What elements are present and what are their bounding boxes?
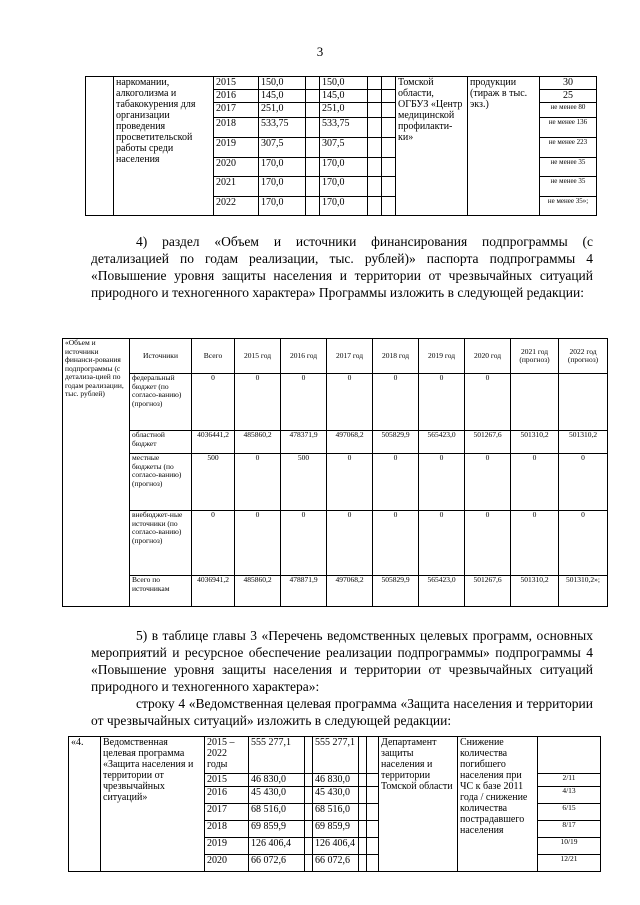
empty-cell	[382, 158, 396, 177]
result-cell: не менее 223	[540, 138, 597, 158]
value-cell: 505829,9	[373, 431, 419, 454]
amount-cell: 251,0	[320, 103, 368, 118]
empty-cell	[367, 804, 379, 821]
result-cell: 25	[540, 90, 597, 103]
table-financing	[62, 338, 608, 607]
table-vcp-row4	[68, 736, 601, 872]
financing-title: «Объем и источники финанси-рования подпрограммы (с детализа-цией по годам реализации, тыс. рублей)	[63, 339, 130, 607]
empty-cell	[368, 177, 382, 197]
table-row	[86, 77, 597, 90]
value-cell: 500	[281, 454, 327, 511]
source-cell: Всего по источникам	[130, 576, 192, 607]
value-cell: 501267,6	[465, 576, 511, 607]
year-cell: 2016	[214, 90, 259, 103]
amount-cell: 150,0	[320, 77, 368, 90]
value-cell: 0	[373, 454, 419, 511]
value-cell: 0	[465, 511, 511, 576]
amount-cell: 170,0	[320, 197, 368, 216]
amount-cell: 46 830,0	[249, 774, 305, 787]
value-cell: 0	[327, 454, 373, 511]
value-cell: 0	[235, 511, 281, 576]
amount-cell: 126 406,4	[313, 838, 359, 855]
year-cell: 2016	[205, 787, 249, 804]
amount-cell: 69 859,9	[313, 821, 359, 838]
value-cell: 0	[235, 454, 281, 511]
amount-cell: 555 277,1	[249, 737, 305, 774]
table-row	[63, 511, 608, 576]
year-cell: 2017	[205, 804, 249, 821]
empty-cell	[359, 787, 367, 804]
value-cell: 0	[327, 511, 373, 576]
empty-cell	[305, 787, 313, 804]
result-cell: 2/11	[538, 774, 601, 787]
empty-cell	[305, 855, 313, 872]
value-cell: 0	[373, 374, 419, 431]
value-cell: 501310,2»;	[559, 576, 608, 607]
value-cell	[511, 374, 559, 431]
amount-cell: 533,75	[320, 118, 368, 138]
value-cell: 0	[511, 511, 559, 576]
value-cell: 0	[281, 511, 327, 576]
year-cell: 2022	[214, 197, 259, 216]
source-cell: местные бюджеты (по согласо-ванию) (прогноз)	[130, 454, 192, 511]
value-cell: 478371,9	[281, 431, 327, 454]
year-cell: 2021	[214, 177, 259, 197]
value-cell	[559, 374, 608, 431]
amount-cell: 170,0	[320, 177, 368, 197]
value-cell: 565423,0	[419, 576, 465, 607]
empty-cell	[306, 103, 320, 118]
column-header: 2015 год	[235, 339, 281, 374]
paragraph-5: 5) в таблице главы 3 «Перечень ведомственных целевых программ, основных мероприятий и ресурсное обеспечение реализации подпрограммы» подпрограммы 4 «Повышение уровня защиты населения и территории от чрезвычайных ситуаций природного и техногенного характера»:	[91, 628, 593, 694]
value-cell: 0	[559, 511, 608, 576]
table-row	[63, 454, 608, 511]
amount-cell: 150,0	[259, 77, 306, 90]
empty-cell	[306, 177, 320, 197]
empty-cell	[86, 77, 114, 216]
value-cell: 500	[192, 454, 235, 511]
value-cell: 0	[327, 374, 373, 431]
empty-cell	[382, 197, 396, 216]
page-number: 3	[316, 44, 324, 59]
empty-cell	[306, 90, 320, 103]
value-cell: 0	[373, 511, 419, 576]
paragraph-4: 4) раздел «Объем и источники финансирования подпрограммы (с детализацией по годам реализации, тыс. рублей)» паспорта подпрограммы 4 «Повышение уровня защиты населения и территории от чрезвычайных ситуаций природного и техногенного характера» Программы изложить в следующей редакции:	[91, 234, 593, 300]
result-cell: 4/13	[538, 787, 601, 804]
year-cell: 2015	[214, 77, 259, 90]
empty-cell	[368, 197, 382, 216]
empty-cell	[538, 737, 601, 774]
amount-cell: 170,0	[259, 158, 306, 177]
column-header: 2022 год (прогноз)	[559, 339, 608, 374]
amount-cell: 170,0	[259, 177, 306, 197]
amount-cell: 126 406,4	[249, 838, 305, 855]
column-header: 2020 год	[465, 339, 511, 374]
year-cell: 2018	[205, 821, 249, 838]
empty-cell	[359, 855, 367, 872]
empty-cell	[367, 737, 379, 774]
result-cell: не менее 136	[540, 118, 597, 138]
program-name: Ведомственная целевая программа «Защита населения и территории от чрезвычайных ситуаций»	[101, 737, 205, 872]
result-cell: 30	[540, 77, 597, 90]
value-cell: 4036441,2	[192, 431, 235, 454]
year-cell: 2018	[214, 118, 259, 138]
empty-cell	[368, 77, 382, 90]
amount-cell: 170,0	[259, 197, 306, 216]
value-cell: 485860,2	[235, 431, 281, 454]
value-cell: 0	[281, 374, 327, 431]
empty-cell	[382, 177, 396, 197]
empty-cell	[368, 118, 382, 138]
empty-cell	[359, 774, 367, 787]
executor-cell: Томской области, ОГБУЗ «Центр медицинской профилакти-ки»	[396, 77, 468, 216]
result-cell: 10/19	[538, 838, 601, 855]
empty-cell	[306, 158, 320, 177]
empty-cell	[367, 838, 379, 855]
empty-cell	[305, 838, 313, 855]
value-cell: 0	[235, 374, 281, 431]
empty-cell	[305, 821, 313, 838]
value-cell: 485860,2	[235, 576, 281, 607]
empty-cell	[359, 838, 367, 855]
period-cell: 2015 – 2022 годы	[205, 737, 249, 774]
empty-cell	[368, 138, 382, 158]
amount-cell: 307,5	[320, 138, 368, 158]
column-header: Источники	[130, 339, 192, 374]
empty-cell	[359, 804, 367, 821]
amount-cell: 46 830,0	[313, 774, 359, 787]
value-cell: 0	[465, 454, 511, 511]
empty-cell	[359, 737, 367, 774]
result-cell: не менее 35	[540, 158, 597, 177]
year-cell: 2019	[214, 138, 259, 158]
empty-cell	[382, 77, 396, 90]
value-cell: 497068,2	[327, 431, 373, 454]
result-cell: 6/15	[538, 804, 601, 821]
result-cell: не менее 35	[540, 177, 597, 197]
amount-cell: 145,0	[259, 90, 306, 103]
value-cell: 501310,2	[511, 576, 559, 607]
value-cell: 497068,2	[327, 576, 373, 607]
column-header: 2021 год (прогноз)	[511, 339, 559, 374]
source-cell: федеральный бюджет (по согласо-ванию) (прогноз)	[130, 374, 192, 431]
row-number: «4.	[69, 737, 101, 872]
indicator-cell: продукции (тираж в тыс. экз.)	[468, 77, 540, 216]
amount-cell: 251,0	[259, 103, 306, 118]
indicator-cell: Снижение количества погибшего населения при ЧС к базе 2011 года / снижение количества пострадавшего населения	[458, 737, 538, 872]
amount-cell: 45 430,0	[249, 787, 305, 804]
amount-cell: 45 430,0	[313, 787, 359, 804]
amount-cell: 533,75	[259, 118, 306, 138]
amount-cell: 307,5	[259, 138, 306, 158]
source-cell: областной бюджет	[130, 431, 192, 454]
empty-cell	[382, 118, 396, 138]
year-cell: 2020	[214, 158, 259, 177]
table-header-row	[63, 339, 608, 374]
amount-cell: 68 516,0	[313, 804, 359, 821]
value-cell: 505829,9	[373, 576, 419, 607]
value-cell: 0	[559, 454, 608, 511]
column-header: 2018 год	[373, 339, 419, 374]
year-cell: 2017	[214, 103, 259, 118]
empty-cell	[359, 821, 367, 838]
result-cell: 8/17	[538, 821, 601, 838]
result-cell: 12/21	[538, 855, 601, 872]
value-cell: 0	[465, 374, 511, 431]
value-cell: 0	[419, 374, 465, 431]
measure-name: наркомании, алкоголизма и табакокурения для организации проведения просветительской работы среди населения	[114, 77, 214, 216]
empty-cell	[368, 158, 382, 177]
year-cell: 2015	[205, 774, 249, 787]
amount-cell: 68 516,0	[249, 804, 305, 821]
amount-cell: 69 859,9	[249, 821, 305, 838]
amount-cell: 145,0	[320, 90, 368, 103]
table-row	[63, 374, 608, 431]
value-cell: 501310,2	[559, 431, 608, 454]
value-cell: 0	[511, 454, 559, 511]
table-row	[63, 431, 608, 454]
paragraph-6: строку 4 «Ведомственная целевая программа «Защита населения и территории от чрезвычайных ситуаций» изложить в следующей редакции:	[91, 696, 593, 728]
year-cell: 2020	[205, 855, 249, 872]
amount-cell: 170,0	[320, 158, 368, 177]
amount-cell: 66 072,6	[249, 855, 305, 872]
value-cell: 0	[192, 511, 235, 576]
executor-cell: Департамент защиты населения и территории Томской области	[379, 737, 458, 872]
empty-cell	[382, 138, 396, 158]
empty-cell	[368, 103, 382, 118]
source-cell: внебюджет-ные источники (по согласо-ванию) (прогноз)	[130, 511, 192, 576]
empty-cell	[305, 804, 313, 821]
empty-cell	[367, 774, 379, 787]
value-cell: 565423,0	[419, 431, 465, 454]
amount-cell: 66 072,6	[313, 855, 359, 872]
empty-cell	[306, 77, 320, 90]
value-cell: 0	[419, 511, 465, 576]
value-cell: 501310,2	[511, 431, 559, 454]
table-subprogram-continuation	[85, 76, 597, 216]
column-header: 2017 год	[327, 339, 373, 374]
value-cell: 0	[192, 374, 235, 431]
empty-cell	[305, 737, 313, 774]
value-cell: 501267,6	[465, 431, 511, 454]
empty-cell	[306, 118, 320, 138]
empty-cell	[367, 855, 379, 872]
empty-cell	[306, 138, 320, 158]
column-header: Всего	[192, 339, 235, 374]
result-cell: не менее 35»;	[540, 197, 597, 216]
year-cell: 2019	[205, 838, 249, 855]
empty-cell	[305, 774, 313, 787]
empty-cell	[367, 787, 379, 804]
empty-cell	[367, 821, 379, 838]
empty-cell	[306, 197, 320, 216]
empty-cell	[382, 90, 396, 103]
value-cell: 4036941,2	[192, 576, 235, 607]
value-cell: 478871,9	[281, 576, 327, 607]
column-header: 2016 год	[281, 339, 327, 374]
result-cell: не менее 80	[540, 103, 597, 118]
table-row	[63, 576, 608, 607]
empty-cell	[382, 103, 396, 118]
amount-cell: 555 277,1	[313, 737, 359, 774]
column-header: 2019 год	[419, 339, 465, 374]
table-row	[69, 737, 601, 774]
empty-cell	[368, 90, 382, 103]
value-cell: 0	[419, 454, 465, 511]
